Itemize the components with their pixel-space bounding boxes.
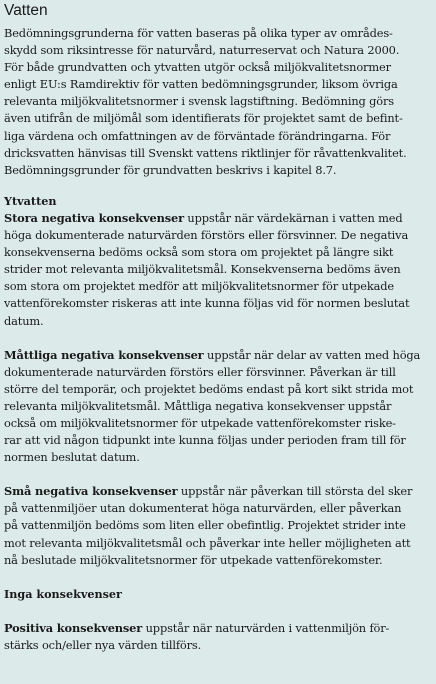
sma-line: nå beslutade miljökvalitetsnormer för utpekade vattenförekomster. <box>4 552 383 567</box>
intro-line: För både grundvatten och ytvatten utgör också miljökvalitetsnormer <box>4 60 391 75</box>
intro-paragraph <box>4 25 430 179</box>
positiva-line: stärks och/eller nya värden tillförs. <box>4 637 202 652</box>
sma-paragraph <box>4 483 430 568</box>
stora-paragraph <box>4 210 430 330</box>
mattliga-line: normen beslutat datum. <box>4 450 140 465</box>
intro-line: dricksvatten hänvisas till Svenskt vattens riktlinjer för råvattenkvalitet. <box>4 145 407 160</box>
mattliga-line: dokumenterade naturvärden förstörs eller försvinner. Påverkan är till <box>4 364 396 379</box>
sma-line: på vattenmiljöer utan dokumenterat höga naturvärden, eller påverkan <box>4 501 402 516</box>
sma-first-line <box>4 483 430 500</box>
intro-line: även utifrån de miljömål som identifierats för projektet samt de befint- <box>4 111 403 126</box>
sma-line: på vattenmiljön bedöms som liten eller obefintlig. Projektet strider inte <box>4 518 406 533</box>
mattliga-first-rest: uppstår när delar av vatten med höga <box>203 347 421 362</box>
sma-line: mot relevanta miljökvalitetsmål och påverkar inte heller möjligheten att <box>4 535 411 550</box>
mattliga-line: relevanta miljökvalitetsmål. Måttliga negativa konsekvenser uppstår <box>4 398 392 413</box>
stora-line: vattenförekomster riskeras att inte kunna följas vid för normen beslutat <box>4 296 410 311</box>
intro-line: skydd som riksintresse för naturvård, naturreservat och Natura 2000. <box>4 43 400 58</box>
intro-line: liga värdena och omfattningen av de förväntade förändringarna. För <box>4 128 391 143</box>
positiva-term: Positiva konsekvenser <box>4 620 143 635</box>
stora-first-line <box>4 210 430 227</box>
stora-line: som stora om projektet medför att miljökvalitetsnormer för utpekade <box>4 279 395 294</box>
stora-first-rest: uppstår när värdekärnan i vatten med <box>183 210 403 225</box>
mattliga-term: Måttliga negativa konsekvenser <box>4 347 204 362</box>
intro-line: enligt EU:s Ramdirektiv för vatten bedömningsgrunder, liksom övriga <box>4 77 398 92</box>
stora-line: strider mot relevanta miljökvalitetsmål. Konsekvenserna bedöms även <box>4 262 401 277</box>
positiva-first-rest: uppstår när naturvärden i vattenmiljön för- <box>142 620 390 635</box>
sma-first-rest: uppstår när påverkan till största del sker <box>177 484 413 499</box>
mattliga-paragraph <box>4 347 430 467</box>
stora-line: höga dokumenterade naturvärden förstörs eller försvinner. De negativa <box>4 228 409 243</box>
mattliga-line: också om miljökvalitetsnormer för utpekade vattenförekomster riske- <box>4 415 396 430</box>
positiva-paragraph <box>4 620 430 654</box>
section-title: Vatten <box>4 2 48 19</box>
intro-line: relevanta miljökvalitetsnormer i svensk lagstiftning. Bedömning görs <box>4 94 394 109</box>
stora-line: datum. <box>4 313 44 328</box>
stora-line: konsekvenserna bedöms också som stora om projektet på längre sikt <box>4 245 394 260</box>
inga-heading: Inga konsekvenser <box>4 586 122 601</box>
positiva-first-line <box>4 620 430 637</box>
intro-line: Bedömningsgrunder för grundvatten beskrivs i kapitel 8.7. <box>4 162 337 177</box>
mattliga-line: rar att vid någon tidpunkt inte kunna följas under perioden fram till för <box>4 433 406 448</box>
ytvatten-heading: Ytvatten <box>4 193 57 208</box>
mattliga-line: större del temporär, och projektet bedöms endast på kort sikt strida mot <box>4 381 414 396</box>
intro-line: Bedömningsgrunderna för vatten baseras på olika typer av områdes- <box>4 26 393 40</box>
sma-term: Små negativa konsekvenser <box>4 484 178 499</box>
mattliga-first-line <box>4 347 430 364</box>
stora-term: Stora negativa konsekvenser <box>4 210 184 225</box>
